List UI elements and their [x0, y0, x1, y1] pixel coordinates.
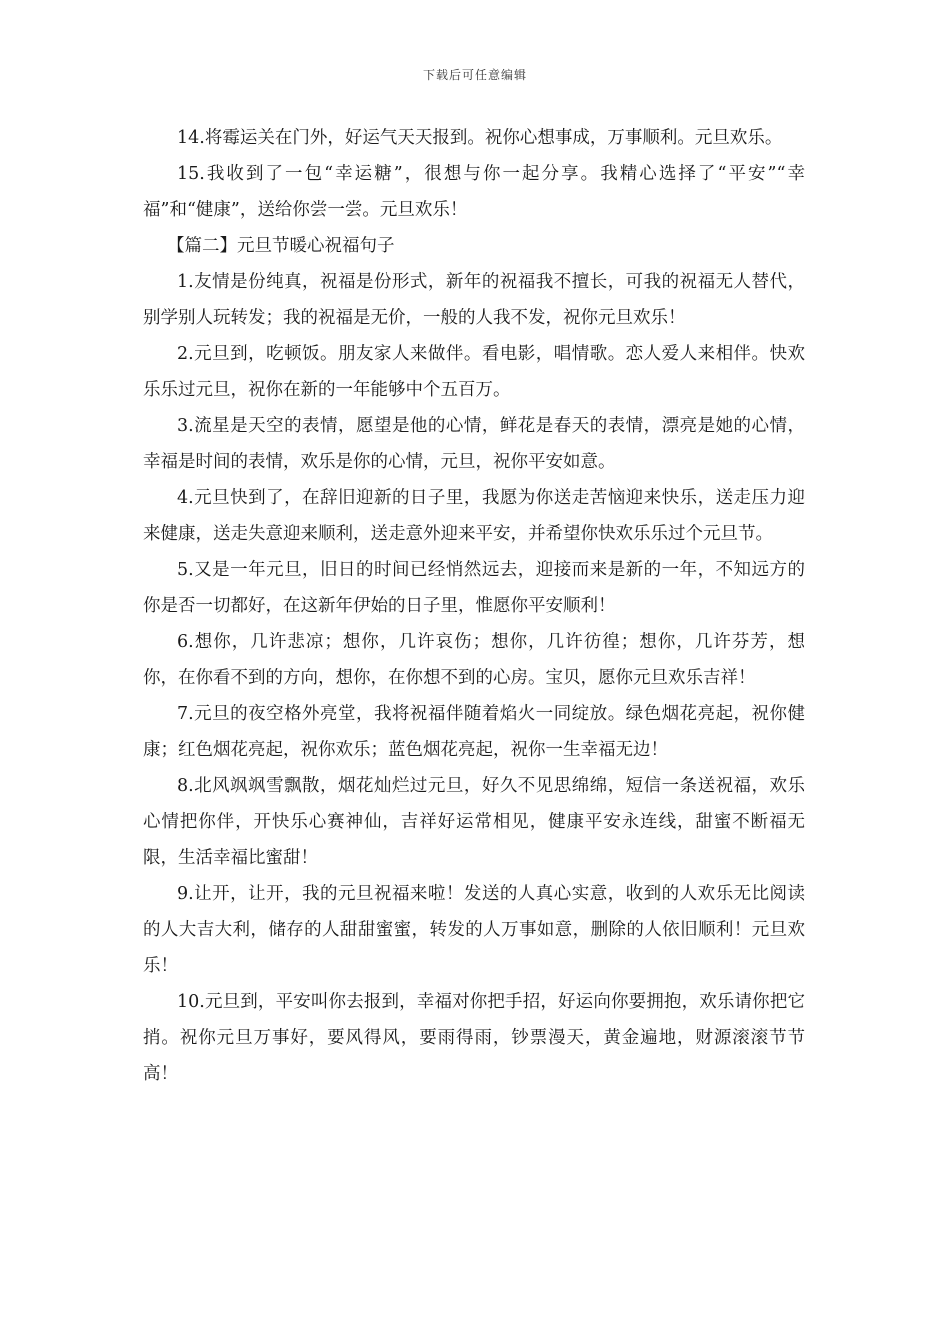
list-item: 3.流星是天空的表情，愿望是他的心情，鲜花是春天的表情，漂亮是她的心情，幸福是时间的表情，欢乐是你的心情，元旦，祝你平安如意。 — [143, 416, 805, 472]
list-item: 10.元旦到，平安叫你去报到，幸福对你把手招，好运向你要拥抱，欢乐请你把它捎。祝你元旦万事好，要风得风，要雨得雨，钞票漫天，黄金遍地，财源滚滚节节高！ — [143, 992, 805, 1084]
list-item: 6.想你，几许悲凉；想你，几许哀伤；想你，几许彷徨；想你，几许芬芳，想你，在你看不到的方向，想你，在你想不到的心房。宝贝，愿你元旦欢乐吉祥！ — [143, 632, 805, 688]
page-header-note: 下载后可任意编辑 — [422, 68, 527, 82]
list-item: 8.北风飒飒雪飘散，烟花灿烂过元旦，好久不见思绵绵，短信一条送祝福，欢乐心情把你伴，开快乐心赛神仙，吉祥好运常相见，健康平安永连线，甜蜜不断福无限，生活幸福比蜜甜！ — [143, 776, 805, 868]
list-item: 5.又是一年元旦，旧日的时间已经悄然远去，迎接而来是新的一年，不知远方的你是否一切都好，在这新年伊始的日子里，惟愿你平安顺利！ — [143, 560, 805, 616]
list-item: 7.元旦的夜空格外亮堂，我将祝福伴随着焰火一同绽放。绿色烟花亮起，祝你健康；红色烟花亮起，祝你欢乐；蓝色烟花亮起，祝你一生幸福无边！ — [143, 704, 805, 760]
list-item: 15.我收到了一包“幸运糖”，很想与你一起分享。我精心选择了“平安”“幸福”和“健康”，送给你尝一尝。元旦欢乐！ — [143, 164, 805, 220]
list-item: 14.将霉运关在门外，好运气天天报到。祝你心想事成，万事顺利。元旦欢乐。 — [177, 128, 783, 148]
list-item: 2.元旦到，吃顿饭。朋友家人来做伴。看电影，唱情歌。恋人爱人来相伴。快欢乐乐过元旦，祝你在新的一年能够中个五百万。 — [143, 344, 805, 400]
list-item: 9.让开，让开，我的元旦祝福来啦！发送的人真心实意，收到的人欢乐无比阅读的人大吉大利，储存的人甜甜蜜蜜，转发的人万事如意，删除的人依旧顺利！元旦欢乐！ — [143, 884, 805, 976]
list-item: 4.元旦快到了，在辞旧迎新的日子里，我愿为你送走苦恼迎来快乐，送走压力迎来健康，送走失意迎来顺利，送走意外迎来平安，并希望你快欢乐乐过个元旦节。 — [143, 488, 805, 544]
section-heading: 【篇二】元旦节暖心祝福句子 — [167, 236, 395, 256]
list-item: 1.友情是份纯真，祝福是份形式，新年的祝福我不擅长，可我的祝福无人替代，别学别人玩转发；我的祝福是无价，一般的人我不发，祝你元旦欢乐！ — [143, 272, 805, 328]
document-body — [143, 120, 805, 1092]
